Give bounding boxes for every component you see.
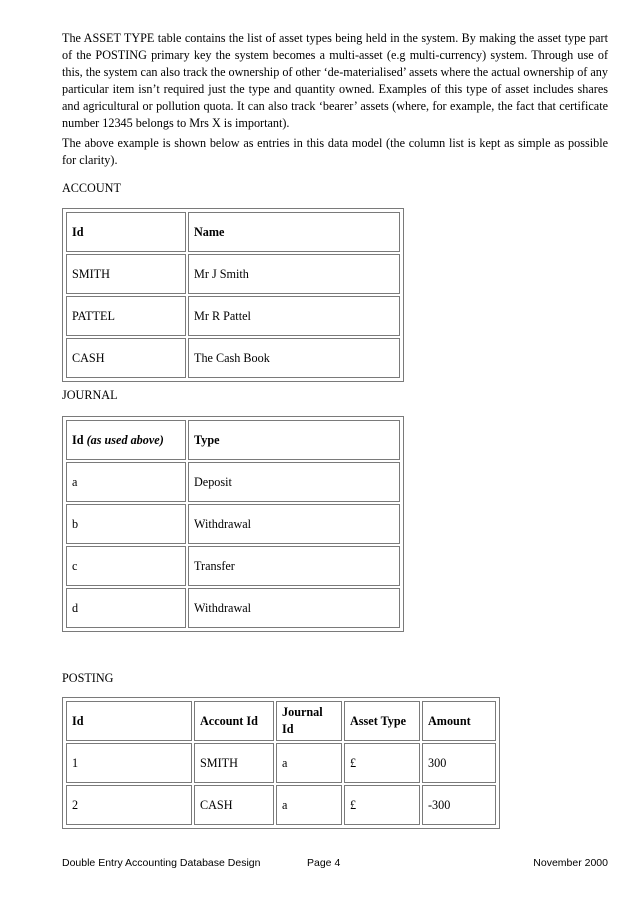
header-cell: Type bbox=[188, 420, 400, 460]
table-row bbox=[66, 785, 496, 825]
table-row bbox=[66, 462, 400, 502]
table-row bbox=[66, 504, 400, 544]
asset-type-paragraph: The ASSET TYPE table contains the list of asset types being held in the system. By making the asset type part of the POSTING primary key the system becomes a multi-asset (e.g multi-currency) system. Through use of this, the system can also track the ownership of other ‘de-materialised’ assets where the actual ownership of any particular item isn’t required just the type and quantity owned. Examples of this type of asset includes shares and agricultural or pollution quota. It can also track ‘bearer’ assets (where, for example, the fact that certificate number 12345 belongs to Mrs X is important). bbox=[62, 31, 608, 130]
table-row bbox=[66, 743, 496, 783]
table-cell: Mr J Smith bbox=[188, 254, 400, 294]
table-cell: Withdrawal bbox=[188, 588, 400, 628]
header-cell: Asset Type bbox=[344, 701, 420, 741]
header-cell: Id bbox=[66, 212, 186, 252]
header-cell: Amount bbox=[422, 701, 496, 741]
table-header-row bbox=[66, 420, 400, 460]
table-header-row bbox=[66, 212, 400, 252]
account-label: ACCOUNT bbox=[62, 181, 121, 195]
journal-table bbox=[62, 416, 404, 632]
table-cell: 1 bbox=[66, 743, 192, 783]
table-cell: a bbox=[276, 785, 342, 825]
table-cell: CASH bbox=[66, 338, 186, 378]
table-cell: PATTEL bbox=[66, 296, 186, 336]
table-cell: Withdrawal bbox=[188, 504, 400, 544]
footer-title: Double Entry Accounting Database Design bbox=[62, 857, 261, 869]
header-cell: Journal Id bbox=[276, 701, 342, 741]
header-cell: Id bbox=[66, 701, 192, 741]
table-cell: SMITH bbox=[66, 254, 186, 294]
table-cell: d bbox=[66, 588, 186, 628]
journal-label: JOURNAL bbox=[62, 388, 118, 402]
table-cell: £ bbox=[344, 743, 420, 783]
table-cell: c bbox=[66, 546, 186, 586]
table-row bbox=[66, 588, 400, 628]
example-intro-paragraph: The above example is shown below as entries in this data model (the column list is kept as simple as possible for clarity). bbox=[62, 136, 608, 167]
table-row bbox=[66, 338, 400, 378]
table-header-row bbox=[66, 701, 496, 741]
table-cell: SMITH bbox=[194, 743, 274, 783]
table-cell: The Cash Book bbox=[188, 338, 400, 378]
header-cell: Account Id bbox=[194, 701, 274, 741]
table-cell: CASH bbox=[194, 785, 274, 825]
posting-table bbox=[62, 697, 500, 829]
table-row bbox=[66, 546, 400, 586]
table-cell: 2 bbox=[66, 785, 192, 825]
table-cell: a bbox=[66, 462, 186, 502]
header-cell bbox=[66, 420, 186, 460]
table-cell: Transfer bbox=[188, 546, 400, 586]
table-cell: Deposit bbox=[188, 462, 400, 502]
table-cell: Mr R Pattel bbox=[188, 296, 400, 336]
table-cell: b bbox=[66, 504, 186, 544]
footer-page-number: Page 4 bbox=[307, 857, 341, 869]
header-id-text: Id bbox=[72, 432, 84, 447]
table-row bbox=[66, 254, 400, 294]
header-id-note: (as used above) bbox=[86, 432, 164, 447]
posting-label: POSTING bbox=[62, 671, 114, 685]
header-cell: Name bbox=[188, 212, 400, 252]
account-table bbox=[62, 208, 404, 382]
table-cell: 300 bbox=[422, 743, 496, 783]
table-cell: a bbox=[276, 743, 342, 783]
table-cell: £ bbox=[344, 785, 420, 825]
document-page bbox=[62, 0, 608, 903]
table-cell: -300 bbox=[422, 785, 496, 825]
table-row bbox=[66, 296, 400, 336]
footer-date: November 2000 bbox=[533, 857, 608, 869]
